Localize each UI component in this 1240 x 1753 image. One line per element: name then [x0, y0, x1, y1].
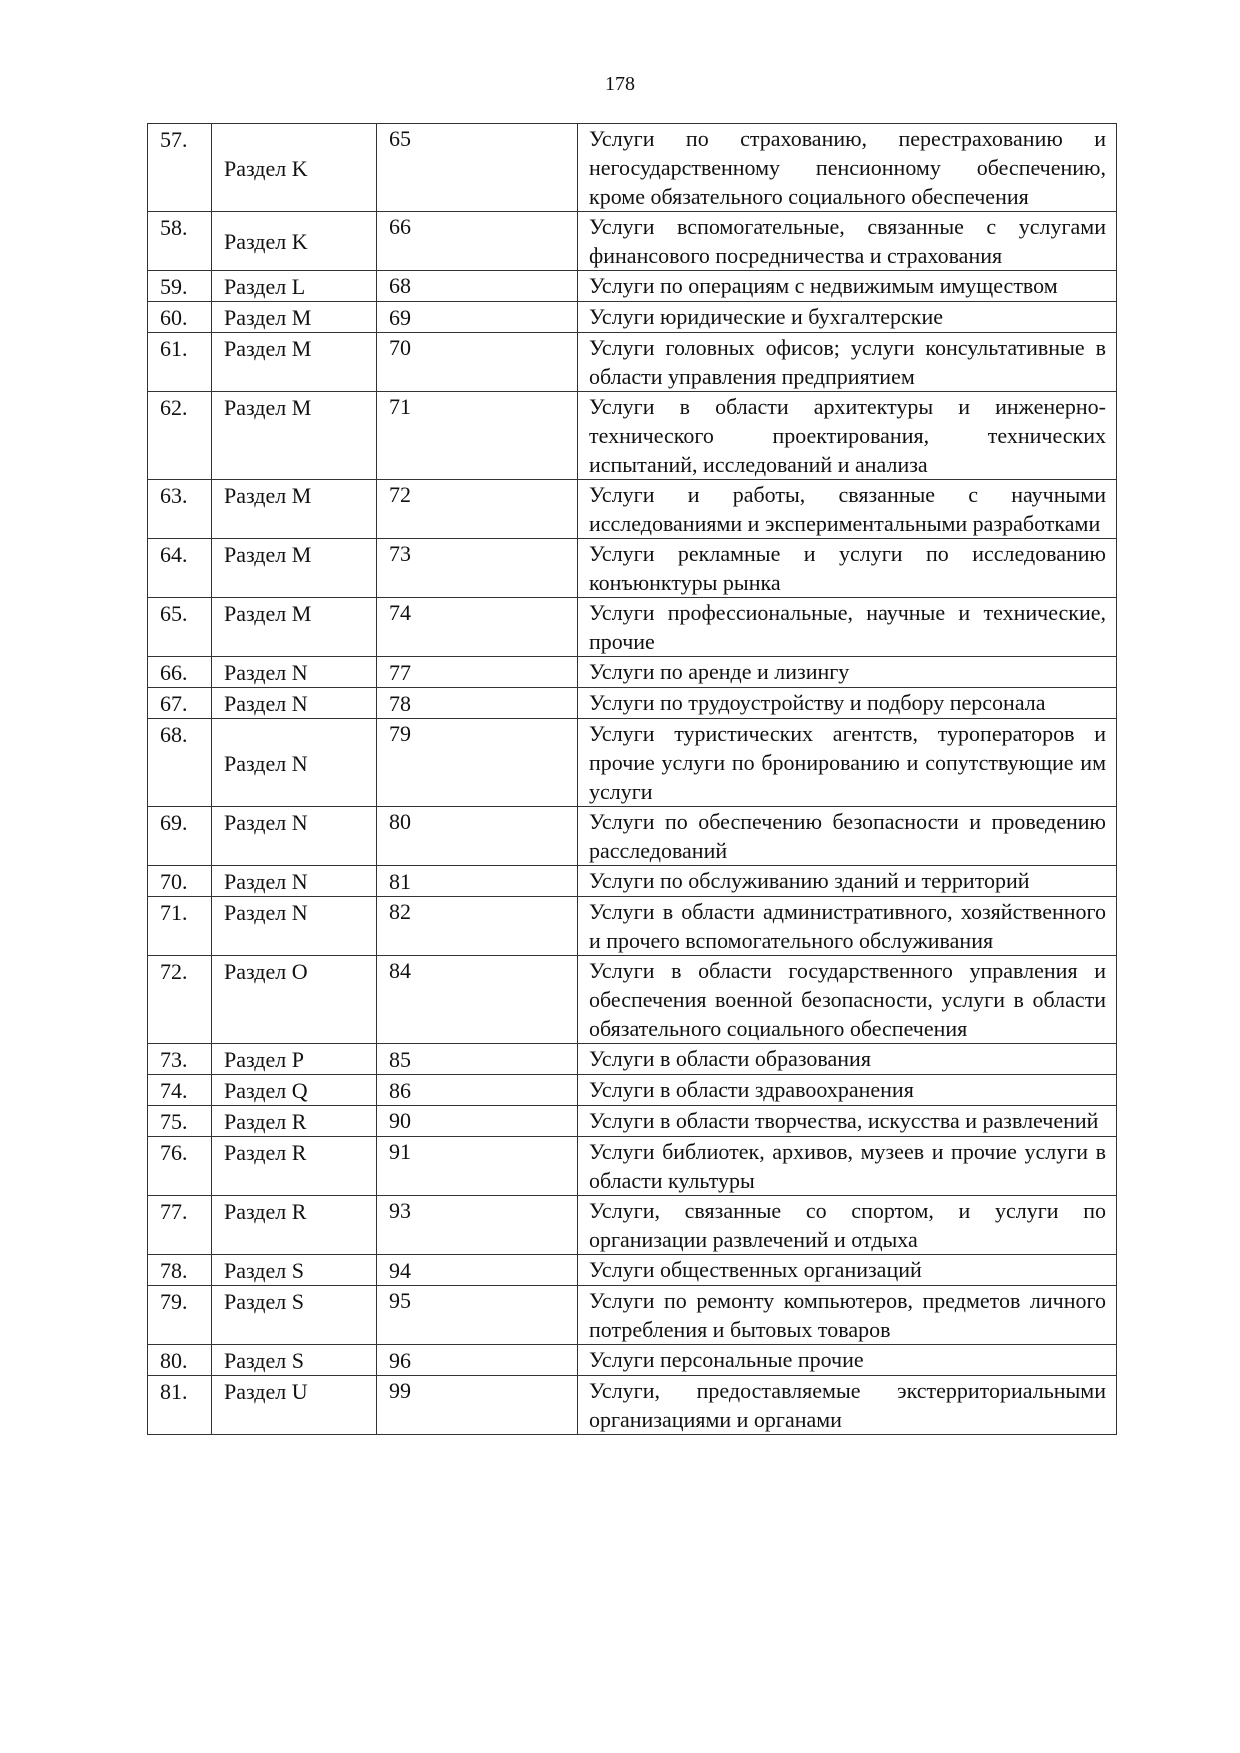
code-cell: 93: [377, 1196, 578, 1255]
table-row: [148, 1286, 1117, 1345]
section-cell: Раздел L: [212, 271, 377, 302]
row-number: 76.: [148, 1137, 212, 1196]
row-number: 69.: [148, 807, 212, 866]
table-row: [148, 1106, 1117, 1137]
page-number: 178: [605, 73, 635, 95]
description-cell: Услуги и работы, связанные с научными исследованиями и экспериментальными разработками: [578, 480, 1117, 539]
table-row: [148, 598, 1117, 657]
description-cell: Услуги библиотек, архивов, музеев и прочие услуги в области культуры: [578, 1137, 1117, 1196]
description-cell: Услуги вспомогательные, связанные с услугами финансового посредничества и страхования: [578, 212, 1117, 271]
description-cell: Услуги персональные прочие: [578, 1345, 1117, 1376]
code-cell: 96: [377, 1345, 578, 1376]
code-cell: 74: [377, 598, 578, 657]
row-number: 66.: [148, 657, 212, 688]
table-row: [148, 212, 1117, 271]
section-cell: Раздел N: [212, 688, 377, 719]
code-cell: 77: [377, 657, 578, 688]
description-cell: Услуги по операциям с недвижимым имуществом: [578, 271, 1117, 302]
row-number: 59.: [148, 271, 212, 302]
table-row: [148, 480, 1117, 539]
description-cell: Услуги туристических агентств, туроператоров и прочие услуги по бронированию и сопутствующие им услуги: [578, 719, 1117, 807]
code-cell: 91: [377, 1137, 578, 1196]
description-cell: Услуги профессиональные, научные и технические, прочие: [578, 598, 1117, 657]
description-cell: Услуги по аренде и лизингу: [578, 657, 1117, 688]
row-number: 81.: [148, 1376, 212, 1435]
description-cell: Услуги, связанные со спортом, и услуги по организации развлечений и отдыха: [578, 1196, 1117, 1255]
table-row: [148, 688, 1117, 719]
description-cell: Услуги, предоставляемые экстерриториальными организациями и органами: [578, 1376, 1117, 1435]
table-row: [148, 866, 1117, 897]
section-cell: Раздел N: [212, 719, 377, 807]
section-cell: Раздел M: [212, 392, 377, 480]
description-cell: Услуги в области здравоохранения: [578, 1075, 1117, 1106]
section-cell: Раздел Q: [212, 1075, 377, 1106]
description-cell: Услуги юридические и бухгалтерские: [578, 302, 1117, 333]
code-cell: 73: [377, 539, 578, 598]
code-cell: 65: [377, 124, 578, 212]
row-number: 64.: [148, 539, 212, 598]
table-row: [148, 1044, 1117, 1075]
services-table: [147, 123, 1117, 1435]
code-cell: 78: [377, 688, 578, 719]
row-number: 77.: [148, 1196, 212, 1255]
section-cell: Раздел R: [212, 1106, 377, 1137]
row-number: 57.: [148, 124, 212, 212]
section-cell: Раздел S: [212, 1345, 377, 1376]
description-cell: Услуги в области административного, хозяйственного и прочего вспомогательного обслуживания: [578, 897, 1117, 956]
section-cell: Раздел S: [212, 1286, 377, 1345]
section-cell: Раздел M: [212, 539, 377, 598]
section-cell: Раздел R: [212, 1196, 377, 1255]
section-cell: Раздел M: [212, 598, 377, 657]
section-cell: Раздел P: [212, 1044, 377, 1075]
row-number: 80.: [148, 1345, 212, 1376]
code-cell: 71: [377, 392, 578, 480]
description-cell: Услуги по обеспечению безопасности и проведению расследований: [578, 807, 1117, 866]
row-number: 58.: [148, 212, 212, 271]
table-row: [148, 392, 1117, 480]
code-cell: 82: [377, 897, 578, 956]
section-cell: Раздел N: [212, 657, 377, 688]
section-cell: Раздел O: [212, 956, 377, 1044]
description-cell: Услуги рекламные и услуги по исследованию конъюнктуры рынка: [578, 539, 1117, 598]
code-cell: 66: [377, 212, 578, 271]
code-cell: 68: [377, 271, 578, 302]
code-cell: 72: [377, 480, 578, 539]
section-cell: Раздел N: [212, 866, 377, 897]
section-cell: Раздел R: [212, 1137, 377, 1196]
description-cell: Услуги в области творчества, искусства и развлечений: [578, 1106, 1117, 1137]
code-cell: 99: [377, 1376, 578, 1435]
row-number: 68.: [148, 719, 212, 807]
table-row: [148, 1376, 1117, 1435]
table-row: [148, 1345, 1117, 1376]
row-number: 67.: [148, 688, 212, 719]
table-row: [148, 333, 1117, 392]
description-cell: Услуги по обслуживанию зданий и территорий: [578, 866, 1117, 897]
row-number: 72.: [148, 956, 212, 1044]
code-cell: 95: [377, 1286, 578, 1345]
row-number: 75.: [148, 1106, 212, 1137]
section-cell: Раздел N: [212, 897, 377, 956]
row-number: 65.: [148, 598, 212, 657]
row-number: 63.: [148, 480, 212, 539]
row-number: 78.: [148, 1255, 212, 1286]
code-cell: 80: [377, 807, 578, 866]
description-cell: Услуги общественных организаций: [578, 1255, 1117, 1286]
section-cell: Раздел K: [212, 124, 377, 212]
section-cell: Раздел U: [212, 1376, 377, 1435]
description-cell: Услуги в области государственного управления и обеспечения военной безопасности, услуги в области обязательного социального обеспечения: [578, 956, 1117, 1044]
table-row: [148, 1196, 1117, 1255]
code-cell: 85: [377, 1044, 578, 1075]
row-number: 61.: [148, 333, 212, 392]
code-cell: 79: [377, 719, 578, 807]
table-row: [148, 1255, 1117, 1286]
description-cell: Услуги в области архитектуры и инженерно-технического проектирования, технических испытаний, исследований и анализа: [578, 392, 1117, 480]
table-row: [148, 807, 1117, 866]
code-cell: 90: [377, 1106, 578, 1137]
table-row: [148, 719, 1117, 807]
table-row: [148, 897, 1117, 956]
section-cell: Раздел S: [212, 1255, 377, 1286]
table-row: [148, 657, 1117, 688]
table-row: [148, 124, 1117, 212]
section-cell: Раздел N: [212, 807, 377, 866]
row-number: 79.: [148, 1286, 212, 1345]
description-cell: Услуги по ремонту компьютеров, предметов личного потребления и бытовых товаров: [578, 1286, 1117, 1345]
code-cell: 69: [377, 302, 578, 333]
row-number: 74.: [148, 1075, 212, 1106]
code-cell: 81: [377, 866, 578, 897]
table-row: [148, 1137, 1117, 1196]
row-number: 70.: [148, 866, 212, 897]
table-row: [148, 302, 1117, 333]
code-cell: 84: [377, 956, 578, 1044]
row-number: 73.: [148, 1044, 212, 1075]
section-cell: Раздел M: [212, 302, 377, 333]
code-cell: 86: [377, 1075, 578, 1106]
section-cell: Раздел M: [212, 333, 377, 392]
description-cell: Услуги по трудоустройству и подбору персонала: [578, 688, 1117, 719]
table-row: [148, 271, 1117, 302]
description-cell: Услуги по страхованию, перестрахованию и негосударственному пенсионному обеспечению, кроме обязательного социального обеспечения: [578, 124, 1117, 212]
table-row: [148, 539, 1117, 598]
section-cell: Раздел K: [212, 212, 377, 271]
table-row: [148, 1075, 1117, 1106]
section-cell: Раздел M: [212, 480, 377, 539]
code-cell: 94: [377, 1255, 578, 1286]
code-cell: 70: [377, 333, 578, 392]
row-number: 71.: [148, 897, 212, 956]
description-cell: Услуги в области образования: [578, 1044, 1117, 1075]
row-number: 60.: [148, 302, 212, 333]
table-row: [148, 956, 1117, 1044]
description-cell: Услуги головных офисов; услуги консультативные в области управления предприятием: [578, 333, 1117, 392]
row-number: 62.: [148, 392, 212, 480]
